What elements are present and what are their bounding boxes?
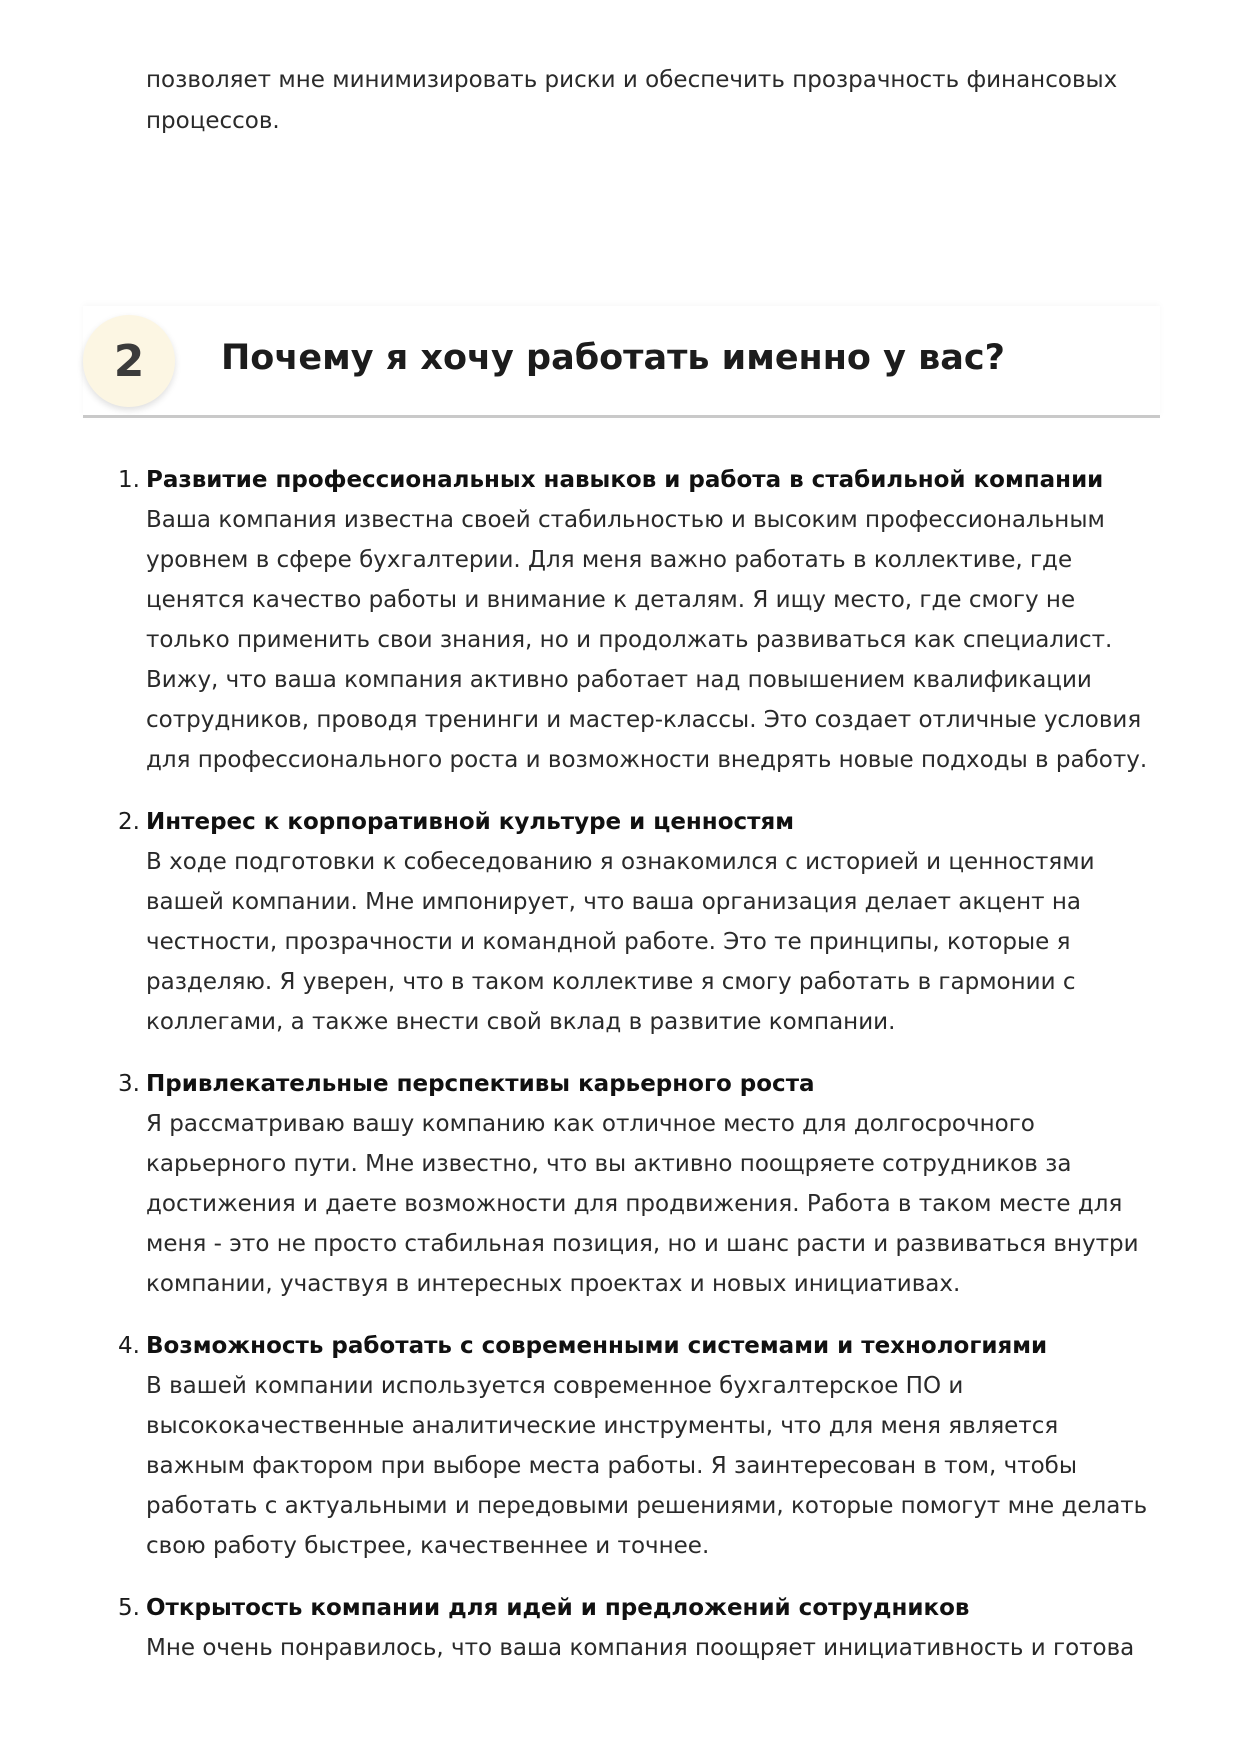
section-divider	[83, 415, 1160, 418]
list-item-title: Развитие профессиональных навыков и работа в стабильной компании	[146, 467, 1104, 493]
list-item	[118, 1326, 1156, 1566]
list-item	[118, 802, 1156, 1042]
list-item-number: 3.	[118, 1071, 140, 1097]
list-item-text: Я рассматриваю вашу компанию как отличное место для долгосрочного карьерного пути. Мне известно, что вы активно поощряете сотрудников за достижения и даете возможности для продвижения. Работа в таком месте для меня - это не просто стабильная позиция, но и шанс расти и развиваться внутри компании, участвуя в интересных проектах и новых инициативах.	[146, 1111, 1139, 1297]
list-item	[118, 1588, 1156, 1668]
list-item-title: Привлекательные перспективы карьерного роста	[146, 1071, 815, 1097]
list-item-number: 1.	[118, 467, 140, 493]
reasons-list	[118, 460, 1156, 1690]
list-item	[118, 1064, 1156, 1304]
section-title: Почему я хочу работать именно у вас?	[221, 338, 1005, 378]
list-item-number: 2.	[118, 809, 140, 835]
list-item-text: В ходе подготовки к собеседованию я ознакомился с историей и ценностями вашей компании. Мне импонирует, что ваша организация делает акцент на честности, прозрачности и командной работе. Это те принципы, которые я разделяю. Я уверен, что в таком коллективе я смогу работать в гармонии с коллегами, а также внести свой вклад в развитие компании.	[146, 849, 1095, 1035]
list-item-text: В вашей компании используется современное бухгалтерское ПО и высококачественные аналитические инструменты, что для меня является важным фактором при выборе места работы. Я заинтересован в том, чтобы работать с актуальными и передовыми решениями, которые помогут мне делать свою работу быстрее, качественнее и точнее.	[146, 1373, 1148, 1559]
list-item-title: Интерес к корпоративной культуре и ценностям	[146, 809, 795, 835]
section-header	[83, 306, 1160, 418]
list-item-number: 5.	[118, 1595, 140, 1621]
list-item-text: Мне очень понравилось, что ваша компания поощряет инициативность и готова	[146, 1635, 1135, 1661]
intro-paragraph: позволяет мне минимизировать риски и обеспечить прозрачность финансовых процессов.	[146, 67, 1118, 134]
list-item	[118, 460, 1156, 780]
list-item-number: 4.	[118, 1333, 140, 1359]
list-item-title: Открытость компании для идей и предложений сотрудников	[146, 1595, 970, 1621]
section-number-badge: 2	[83, 315, 175, 407]
list-item-text: Ваша компания известна своей стабильностью и высоким профессиональным уровнем в сфере бухгалтерии. Для меня важно работать в коллективе, где ценятся качество работы и внимание к деталям. Я ищу место, где смогу не только применить свои знания, но и продолжать развиваться как специалист. Вижу, что ваша компания активно работает над повышением квалификации сотрудников, проводя тренинги и мастер-классы. Это создает отличные условия для профессионального роста и возможности внедрять новые подходы в работу.	[146, 507, 1148, 773]
list-item-title: Возможность работать с современными системами и технологиями	[146, 1333, 1048, 1359]
